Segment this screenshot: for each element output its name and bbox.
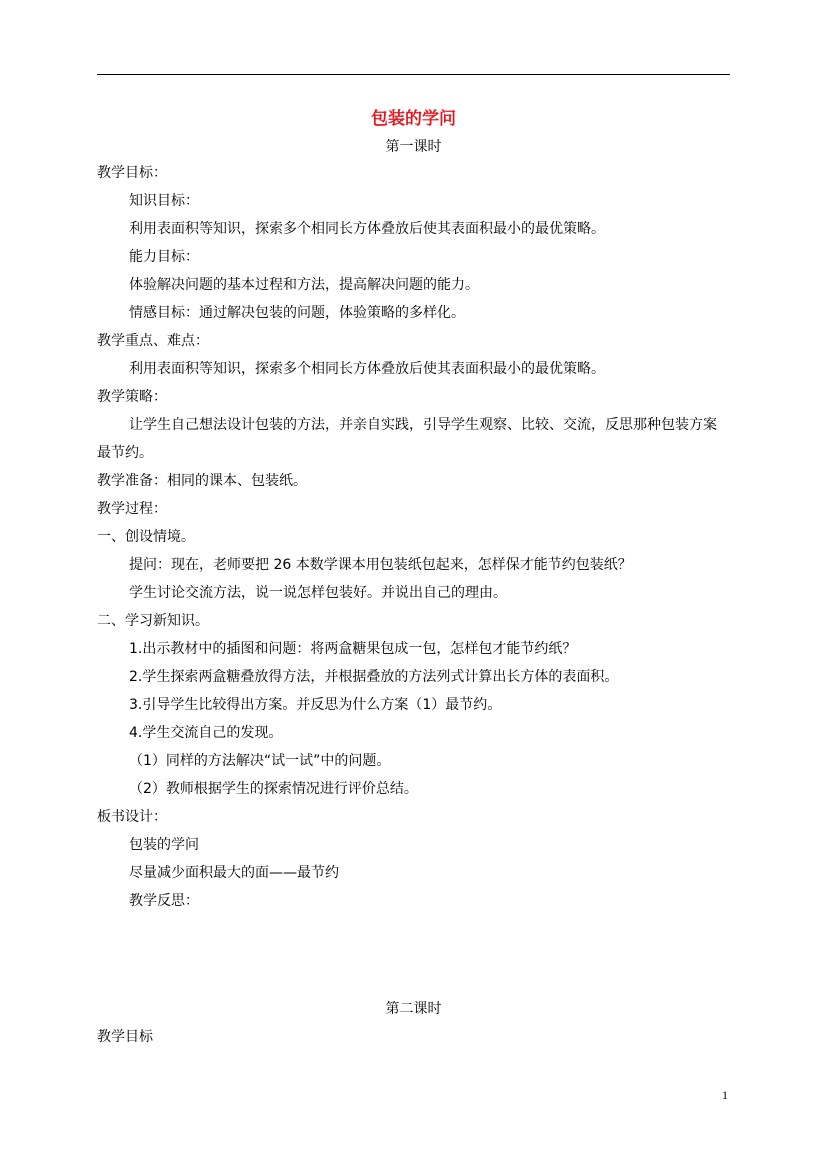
paragraph: 体验解决问题的基本过程和方法，提高解决问题的能力。 [129, 277, 479, 293]
list-item: 1.出示教材中的插图和问题：将两盒糖果包成一包，怎样包才能节约纸？ [129, 641, 577, 657]
paragraph: 学生讨论交流方法，说一说怎样包装好。并说出自己的理由。 [129, 585, 507, 601]
paragraph: 情感目标：通过解决包装的问题，体验策略的多样化。 [129, 305, 465, 321]
paragraph: 利用表面积等知识，探索多个相同长方体叠放后使其表面积最小的最优策略。 [129, 361, 605, 377]
paragraph: 知识目标： [129, 193, 199, 209]
paragraph: 利用表面积等知识，探索多个相同长方体叠放后使其表面积最小的最优策略。 [129, 221, 605, 237]
list-item: 4.学生交流自己的发现。 [129, 725, 283, 741]
section-label: 教学目标 [97, 1029, 153, 1045]
list-item: 2.学生探索两盒糖叠放得方法，并根据叠放的方法列式计算出长方体的表面积。 [129, 669, 619, 685]
lesson-heading-1: 第一课时 [385, 139, 442, 155]
reflection-label: 教学反思： [129, 893, 199, 909]
lesson-heading-2: 第二课时 [385, 1001, 442, 1017]
sub-list-item: （2）教师根据学生的探索情况进行评价总结。 [129, 781, 418, 797]
document-title: 包装的学问 [371, 109, 456, 129]
section-label: 教学策略： [97, 389, 167, 405]
page-number: 1 [722, 1088, 728, 1102]
sub-list-item: （1）同样的方法解决“试一试”中的问题。 [129, 753, 391, 769]
step-heading: 一、创设情境。 [97, 529, 195, 545]
header-rule [97, 74, 730, 75]
section-label: 教学准备：相同的课本、包装纸。 [97, 473, 307, 489]
list-item: 3.引导学生比较得出方案。并反思为什么方案（1）最节约。 [129, 697, 502, 713]
section-label: 教学目标： [97, 165, 167, 181]
section-label: 教学重点、难点： [97, 333, 209, 349]
section-label: 板书设计： [97, 809, 167, 825]
section-label: 教学过程： [97, 501, 167, 517]
paragraph: 能力目标： [129, 249, 199, 265]
board-line: 尽量减少面积最大的面——最节约 [129, 865, 339, 881]
board-title: 包装的学问 [129, 837, 199, 853]
paragraph: 提问：现在，老师要把 26 本数学课本用包装纸包起来，怎样保才能节约包装纸？ [129, 557, 632, 573]
paragraph-strategy: 让学生自己想法设计包装的方法，并亲自实践，引导学生观察、比较、交流，反思那种包装方案最节约。 [97, 417, 717, 461]
step-heading: 二、学习新知识。 [97, 613, 209, 629]
